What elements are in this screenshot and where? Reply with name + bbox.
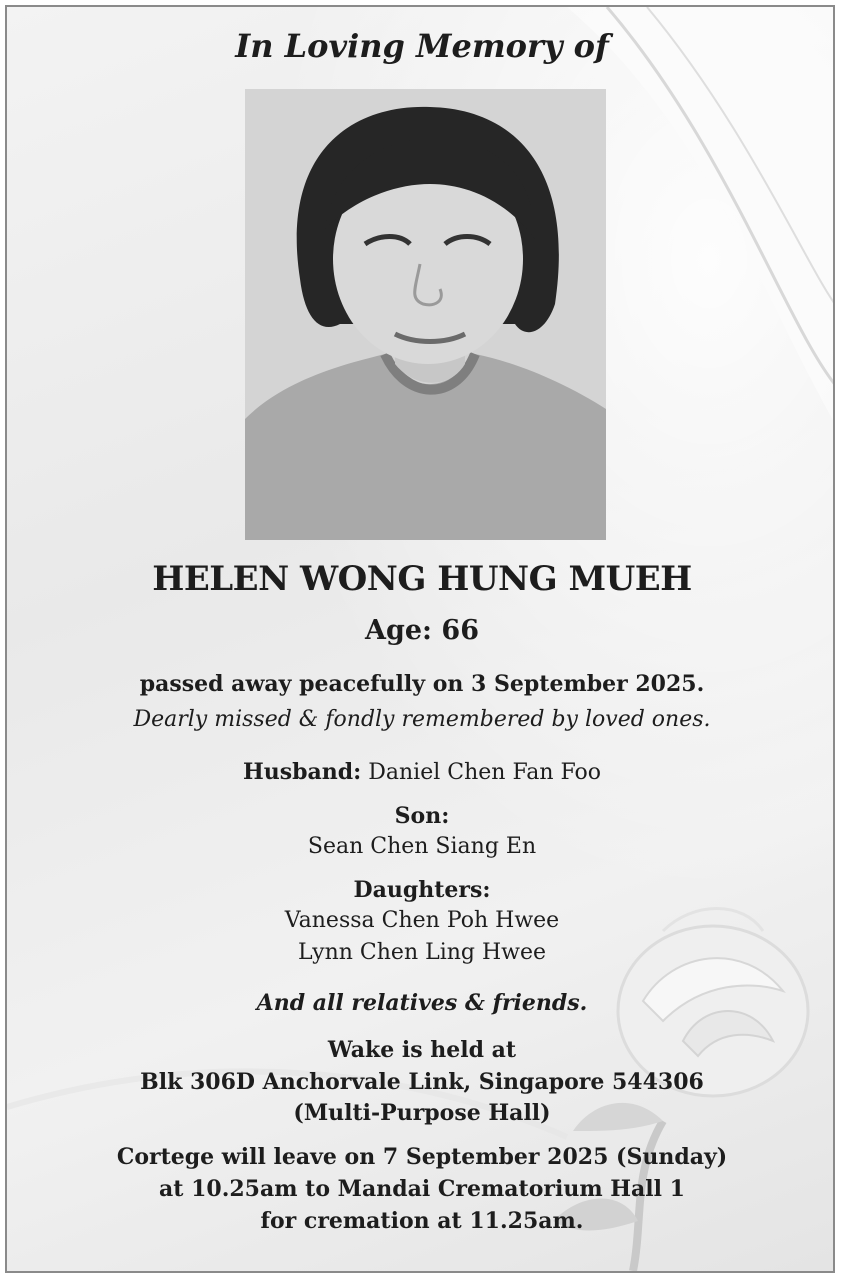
remembrance-statement: Dearly missed & fondly remembered by loved ones.: [133, 707, 711, 732]
passing-statement: passed away peacefully on 3 September 2025.: [139, 671, 705, 697]
daughter-name: Lynn Chen Ling Hwee: [297, 940, 547, 965]
cortege-line-1: Cortege will leave on 7 September 2025 (Sunday): [116, 1144, 728, 1170]
age-value: 66: [441, 615, 479, 646]
heading: In Loving Memory of: [235, 27, 609, 65]
husband-name: Daniel Chen Fan Foo: [368, 760, 602, 785]
deceased-name: HELEN WONG HUNG MUEH: [152, 559, 692, 599]
son-name: Sean Chen Siang En: [307, 834, 537, 859]
portrait-photo-icon: [245, 89, 606, 540]
wake-venue: (Multi-Purpose Hall): [293, 1100, 551, 1126]
relatives-statement: And all relatives & friends.: [256, 990, 588, 1016]
daughters-label: Daughters:: [353, 877, 491, 903]
cortege-line-3: for cremation at 11.25am.: [260, 1208, 584, 1234]
age-label: Age:: [365, 615, 432, 646]
daughter-name: Vanessa Chen Poh Hwee: [284, 908, 560, 933]
cortege-line-2: at 10.25am to Mandai Crematorium Hall 1: [159, 1176, 685, 1202]
husband-entry: [7, 759, 835, 785]
wake-address: Blk 306D Anchorvale Link, Singapore 544306: [140, 1069, 704, 1095]
husband-label: Husband:: [242, 759, 362, 785]
deceased-age: [7, 615, 835, 646]
obituary-notice: [5, 5, 835, 1273]
son-label: Son:: [394, 803, 450, 829]
wake-intro: Wake is held at: [327, 1037, 517, 1063]
